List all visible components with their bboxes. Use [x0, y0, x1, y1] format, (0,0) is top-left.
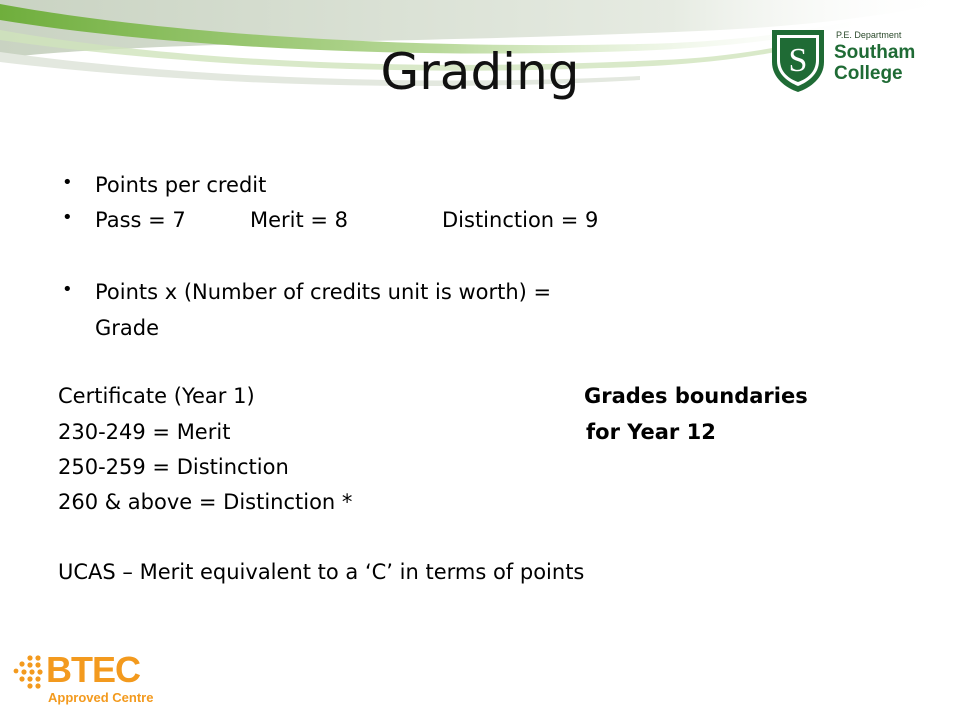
bullet-points-formula-cont: Grade [95, 316, 160, 340]
college-shield-icon [770, 28, 826, 94]
grade-merit: Merit = 8 [250, 208, 349, 232]
bullet-points-per-credit: Points per credit [95, 173, 267, 197]
boundaries-note-line2: for Year 12 [586, 420, 716, 444]
grade-pass: Pass = 7 [95, 208, 186, 232]
bullet-dot: • [62, 279, 73, 300]
college-name-line2: College [834, 63, 903, 84]
slide-title: Grading [380, 43, 580, 101]
grade-distinction: Distinction = 9 [442, 208, 599, 232]
boundaries-note-line1: Grades boundaries [584, 384, 808, 408]
college-name-line1: Southam [834, 42, 916, 63]
btec-wordmark: BTEC [46, 649, 140, 690]
ucas-note: UCAS – Merit equivalent to a ‘C’ in terms of points [58, 560, 585, 584]
certificate-row-distinction: 250-259 = Distinction [58, 455, 289, 479]
bullet-dot: • [62, 172, 73, 193]
btec-approved-centre-label: Approved Centre [48, 690, 154, 705]
bullet-points-formula: Points x (Number of credits unit is worth) = [95, 280, 552, 304]
bullet-dot: • [62, 207, 73, 228]
college-department-label: P.E. Department [836, 30, 902, 40]
certificate-row-distinction-star: 260 & above = Distinction * [58, 490, 353, 514]
btec-approved-centre-logo [12, 648, 162, 712]
certificate-row-merit: 230-249 = Merit [58, 420, 231, 444]
certificate-heading: Certificate (Year 1) [58, 384, 255, 408]
southam-college-logo [770, 28, 920, 98]
svg-text:S: S [788, 42, 808, 79]
college-name [834, 42, 915, 84]
btec-dots-icon [12, 652, 46, 692]
